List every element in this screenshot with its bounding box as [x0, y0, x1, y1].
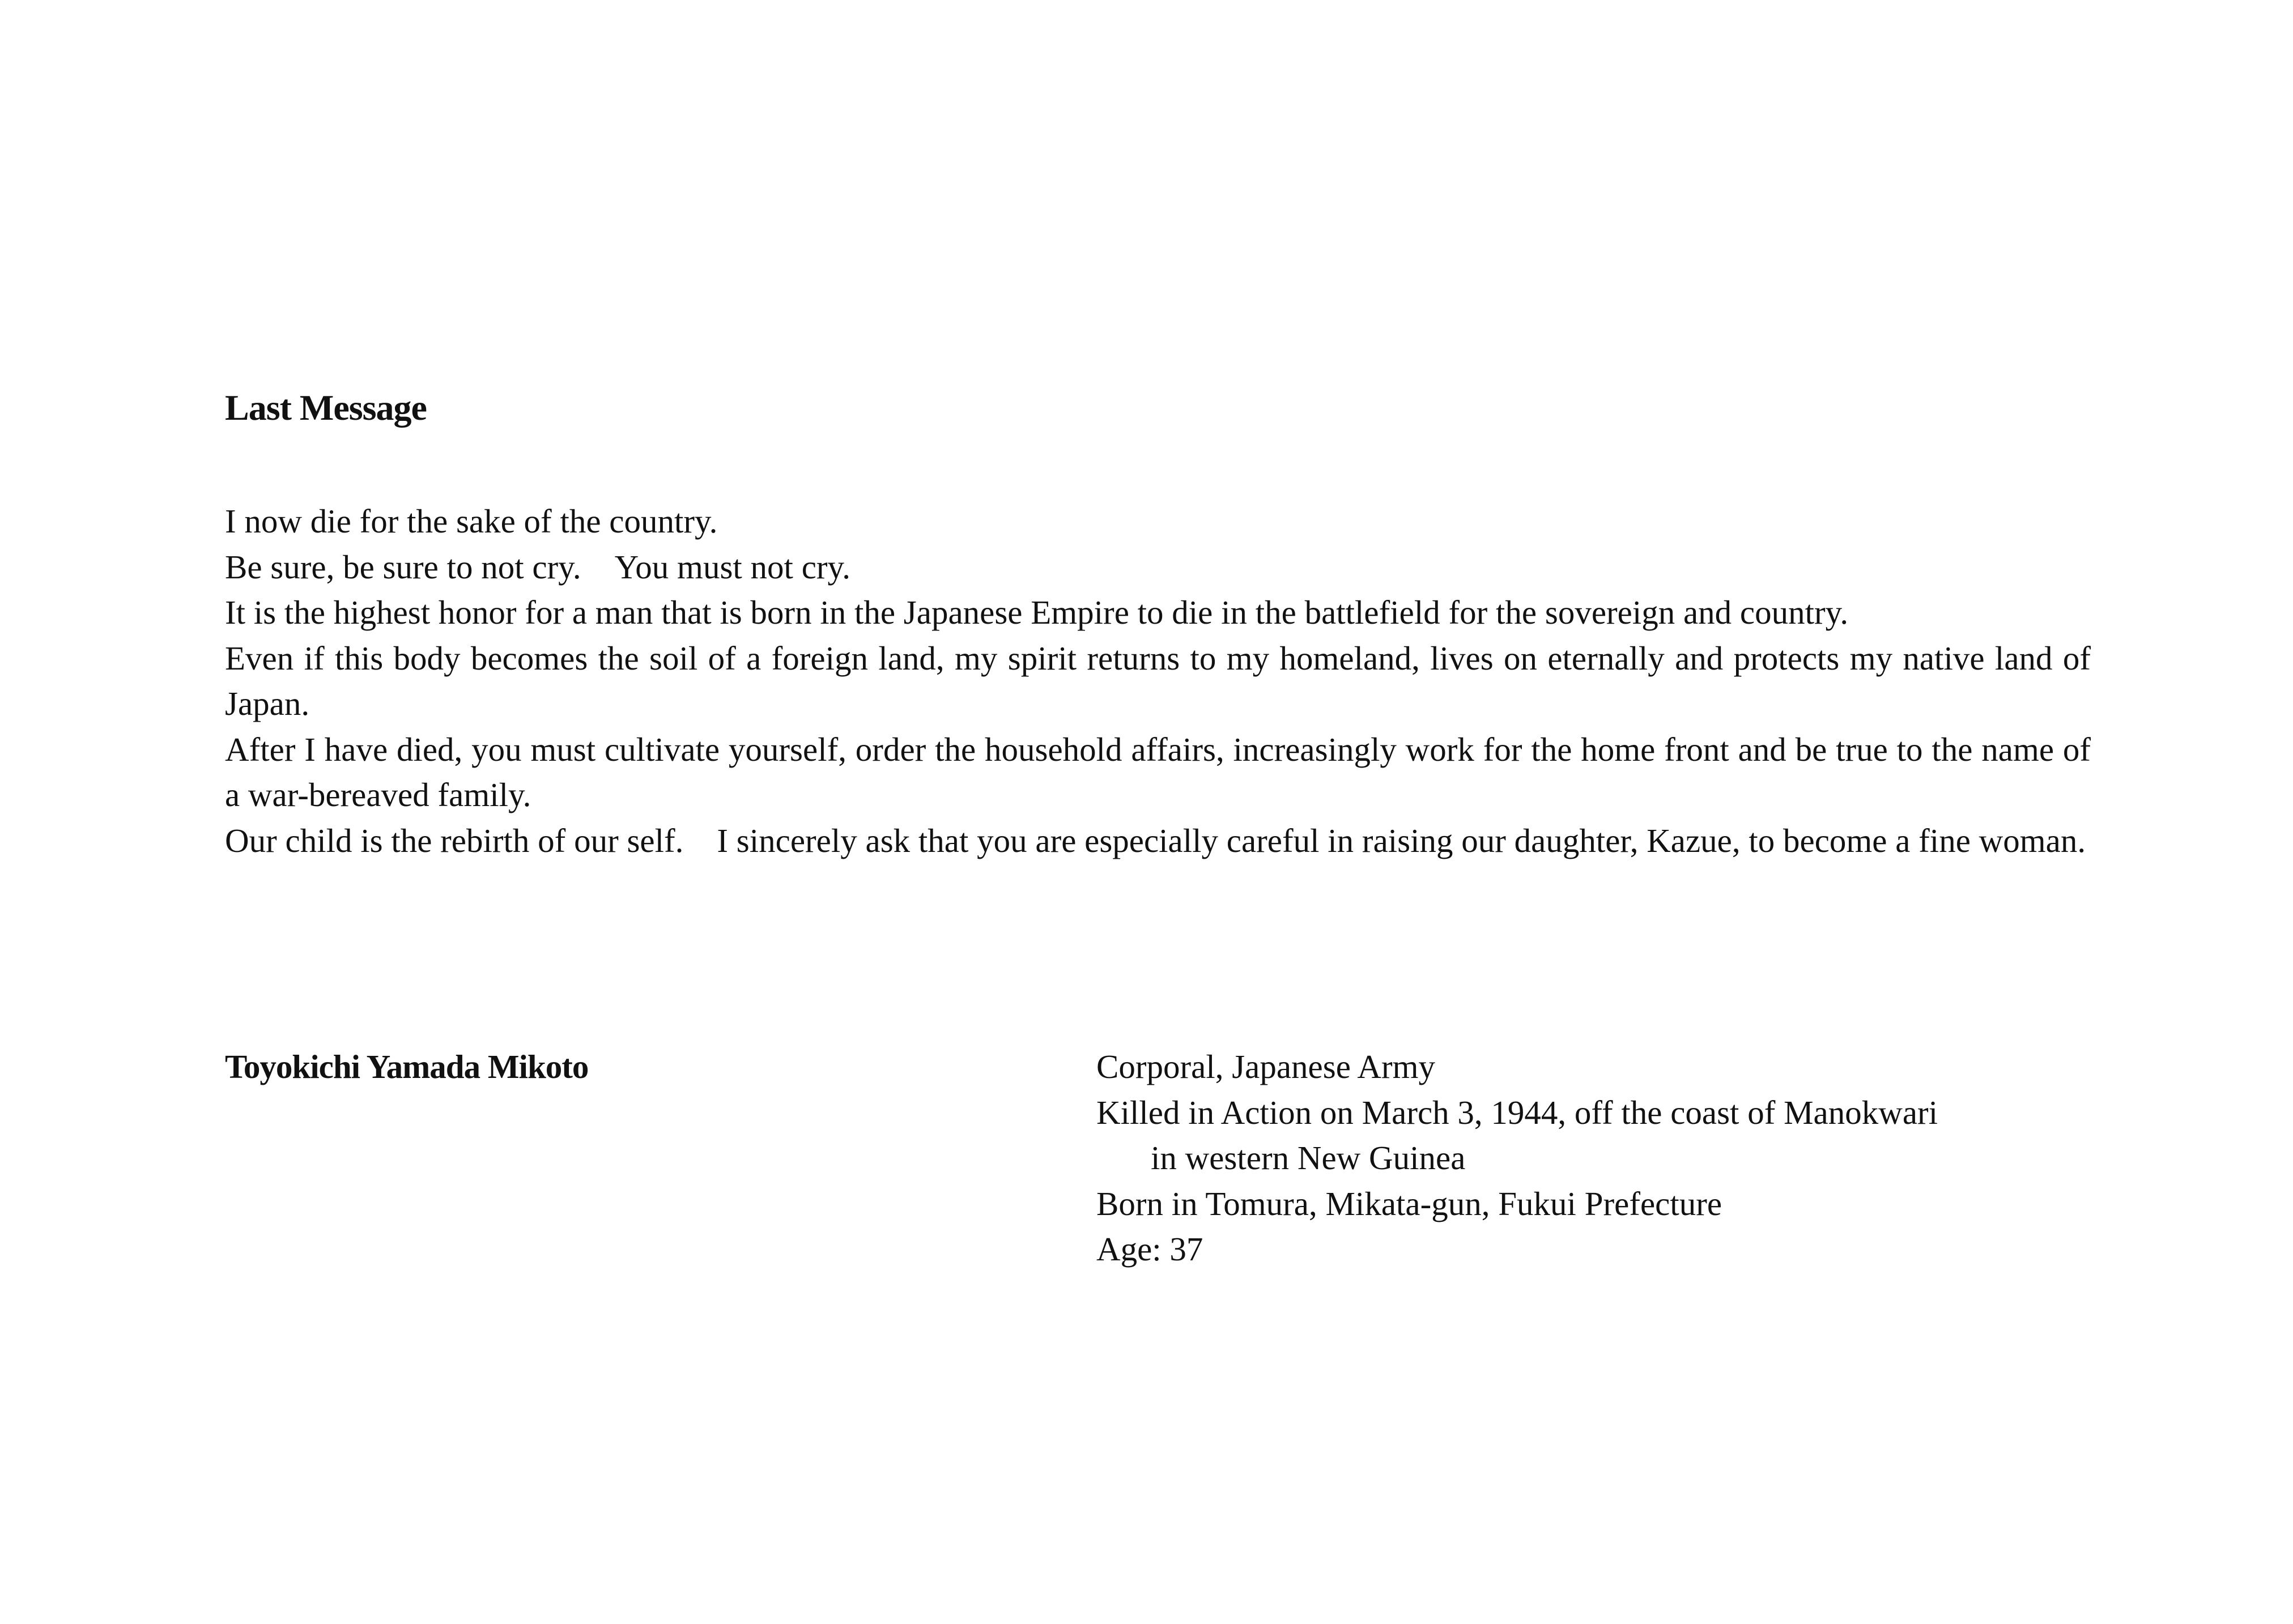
- kia-location-line: in western New Guinea: [1151, 1139, 1466, 1177]
- message-paragraph: Our child is the rebirth of our self. I sincerely ask that you are especially careful in raising our daughter, Kazue, to become a fine woman.: [225, 821, 2086, 859]
- birthplace-line: Born in Tomura, Mikata-gun, Fukui Prefecture: [1096, 1184, 1722, 1222]
- document-heading: Last Message: [225, 387, 427, 428]
- message-paragraph: Be sure, be sure to not cry. You must not cry.: [225, 548, 850, 586]
- kia-line: Killed in Action on March 3, 1944, off the coast of Manokwari: [1096, 1093, 1938, 1131]
- rank-line: Corporal, Japanese Army: [1096, 1048, 1436, 1085]
- message-paragraph: Even if this body becomes the soil of a foreign land, my spirit returns to my homeland, lives on eternally and protects my native land of Japan.: [225, 639, 2091, 722]
- message-body: [225, 498, 2091, 863]
- signer-name: Toyokichi Yamada Mikoto: [225, 1048, 589, 1085]
- signer-details: [1096, 1044, 2094, 1272]
- message-paragraph: I now die for the sake of the country.: [225, 502, 718, 540]
- message-paragraph: It is the highest honor for a man that is born in the Japanese Empire to die in the battlefield for the sovereign and country.: [225, 594, 1849, 631]
- message-paragraph: After I have died, you must cultivate yourself, order the household affairs, increasingly work for the home front and be true to the name of a war-bereaved family.: [225, 730, 2091, 813]
- age-line: Age: 37: [1096, 1230, 1203, 1268]
